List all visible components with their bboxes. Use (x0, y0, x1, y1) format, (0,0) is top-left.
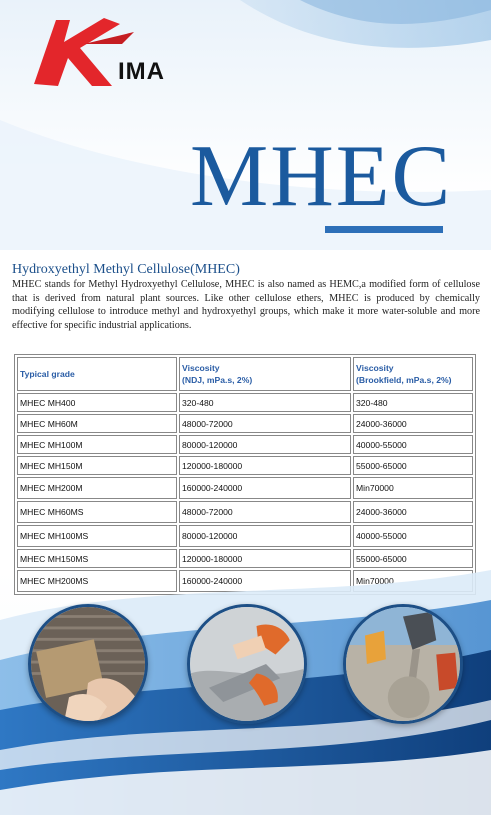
cell-grade: MHEC MH100MS (17, 525, 177, 547)
plastering-trowel-icon (190, 607, 304, 721)
plastering-trowel-photo (187, 604, 307, 724)
table-row (17, 393, 473, 412)
cell-brookfield: 24000-36000 (353, 501, 473, 523)
cell-ndj: 80000-120000 (179, 525, 351, 547)
tile-adhesive-photo (28, 604, 148, 724)
header-brookfield-line2: (Brookfield, mPa.s, 2%) (356, 375, 452, 385)
grade-table (14, 354, 476, 595)
header-ndj-viscosity (179, 357, 351, 391)
table-row (17, 477, 473, 499)
cell-brookfield: 40000-55000 (353, 525, 473, 547)
cell-brookfield: 40000-55000 (353, 435, 473, 454)
product-description: MHEC stands for Methyl Hydroxyethyl Cellulose, MHEC is also named as HEMC,a modified form of cellulose that is derived from natural plant sources. Like other cellulose ethers, MHEC is produced by chemically modifying cellulose to introduce methyl and hydroxyethyl groups, which make it more water-soluble and more effective for specific industrial applications. (12, 279, 480, 331)
cell-grade: MHEC MH60M (17, 414, 177, 433)
header-brookfield-viscosity (353, 357, 473, 391)
cell-ndj: 48000-72000 (179, 414, 351, 433)
cell-brookfield: 55000-65000 (353, 456, 473, 475)
cell-ndj: 120000-180000 (179, 456, 351, 475)
cell-ndj: 80000-120000 (179, 435, 351, 454)
brand-logo-icon (24, 14, 204, 94)
header-ndj-line1: Viscosity (182, 362, 220, 373)
header-grade: Typical grade (17, 357, 177, 391)
cell-ndj: 320-480 (179, 393, 351, 412)
cell-grade: MHEC MH150MS (17, 549, 177, 568)
cell-grade: MHEC MH200MS (17, 570, 177, 592)
cell-grade: MHEC MH200M (17, 477, 177, 499)
cell-ndj: 120000-180000 (179, 549, 351, 568)
section-heading: Hydroxyethyl Methyl Cellulose(MHEC) (12, 262, 240, 277)
table-header-row (17, 357, 473, 391)
tile-adhesive-icon (31, 607, 145, 721)
page-title: MHEC (190, 128, 453, 225)
concrete-pouring-photo (343, 604, 463, 724)
brand-logo-text: IMA (118, 58, 165, 85)
header-ndj-line2: (NDJ, mPa.s, 2%) (182, 375, 253, 385)
cell-brookfield: 24000-36000 (353, 414, 473, 433)
cell-ndj: 160000-240000 (179, 570, 351, 592)
cell-brookfield: 55000-65000 (353, 549, 473, 568)
table-row (17, 456, 473, 475)
table-row (17, 414, 473, 433)
table-row (17, 435, 473, 454)
cell-ndj: 160000-240000 (179, 477, 351, 499)
cell-brookfield: Min70000 (353, 570, 473, 592)
cell-brookfield: Min70000 (353, 477, 473, 499)
header-brookfield-line1: Viscosity (356, 362, 394, 373)
cell-grade: MHEC MH400 (17, 393, 177, 412)
cell-ndj: 48000-72000 (179, 501, 351, 523)
concrete-pouring-icon (346, 607, 460, 721)
title-underline (325, 226, 443, 233)
table-row (17, 525, 473, 547)
cell-grade: MHEC MH60MS (17, 501, 177, 523)
cell-grade: MHEC MH150M (17, 456, 177, 475)
cell-brookfield: 320-480 (353, 393, 473, 412)
cell-grade: MHEC MH100M (17, 435, 177, 454)
table-row (17, 501, 473, 523)
